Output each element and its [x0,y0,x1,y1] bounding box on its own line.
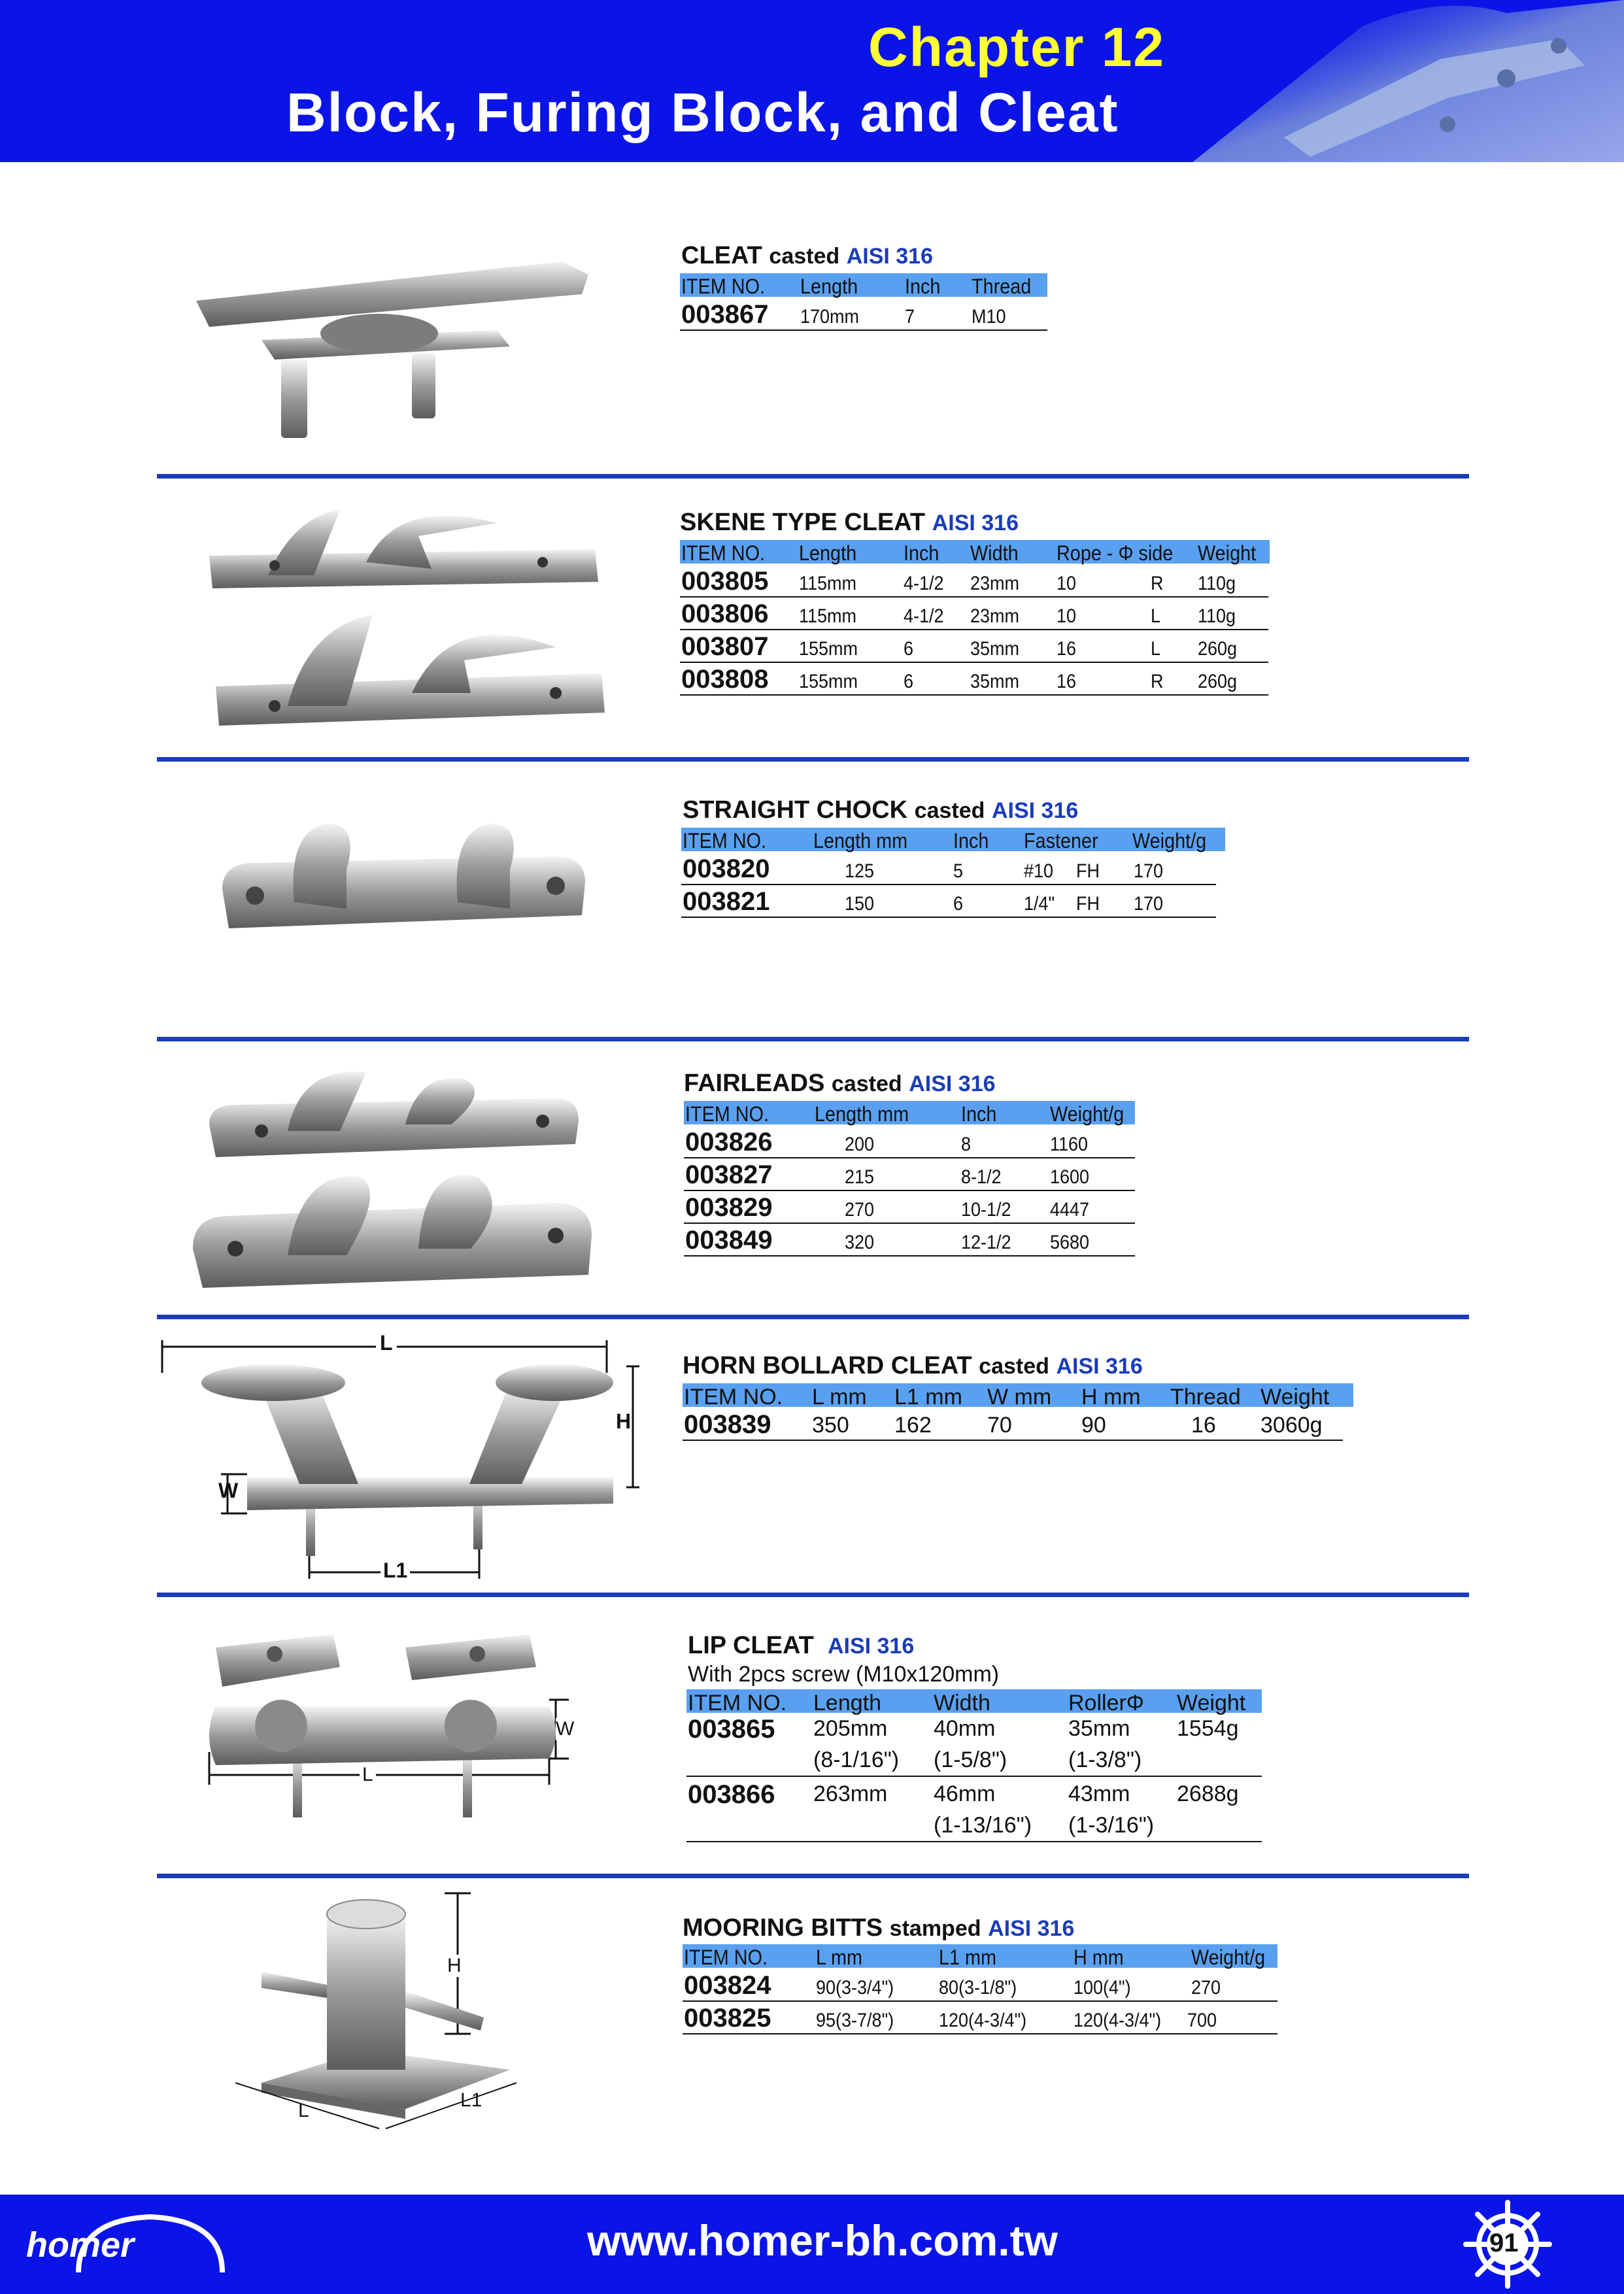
table-row: 003821 150 6 1/4" FH 170 [681,884,1216,918]
skene-cleat-image [203,497,608,739]
dim-label: W [556,1718,575,1740]
table-header: ITEM NO. Length mm Inch Fastener Weight/g [681,828,1225,851]
table-row: 003829 270 10-1/2 4447 [684,1190,1135,1224]
skene-title: SKENE TYPE CLEAT AISI 316 [680,509,1019,536]
dim-label: H [447,1955,462,1976]
table-row: 003866 263mm 46mm (1-13/16") 43mm (1-3/16") 2688g [686,1777,1262,1842]
section-divider [157,1037,1469,1041]
cleat-title: CLEAT casted AISI 316 [681,242,934,269]
lip-note: With 2pcs screw (M10x120mm) [688,1662,1000,1687]
bitts-title: MOORING BITTS stamped AISI 316 [683,1914,1075,1942]
table-row: 003867 170mm 7 M10 [680,297,1047,331]
straight-chock-image [216,817,588,954]
fairleads-title: FAIRLEADS casted AISI 316 [684,1070,996,1097]
table-header: ITEM NO. Length Inch Width Rope - Φ side Weight [680,540,1270,564]
fairleads-image [190,1059,595,1294]
lip-cleat-image [196,1628,588,1830]
page-number: 91 [1489,2229,1519,2257]
chapter-title: Block, Furing Block, and Cleat [286,82,1119,143]
section-divider [157,1315,1469,1319]
table-header: ITEM NO. L mm L1 mm H mm Weight/g [683,1944,1277,1968]
section-divider [157,1593,1469,1597]
section-divider [157,474,1469,479]
lip-title: LIP CLEAT AISI 316 [688,1632,915,1659]
chapter-number: Chapter 12 [868,16,1166,78]
hardware-illustration [1166,0,1624,162]
table-row: 003827 215 8-1/2 1600 [684,1157,1135,1191]
table-row: 003849 320 12-1/2 5680 [684,1223,1135,1257]
table-row: 003865 205mm (8-1/16") 40mm (1-5/8") 35mm (1-3/8") 1554g [686,1713,1262,1777]
dim-label: L1 [381,1559,410,1583]
dim-label: W [218,1479,239,1502]
section-divider [157,1874,1469,1878]
table-header: ITEM NO. Length Width RollerΦ Weight [686,1689,1262,1713]
dim-label: H [616,1409,632,1433]
dim-label: L [376,1331,397,1355]
page-header [0,0,1624,162]
table-row: 003839 350 162 70 90 16 3060g [683,1407,1343,1441]
table-row: 003824 90(3-3/4") 80(3-1/8") 100(4") 270 [683,1968,1277,2002]
cleat-image [190,248,595,445]
chock-title: STRAIGHT CHOCK casted AISI 316 [683,796,1079,824]
dim-label: L [298,2100,309,2121]
table-header: ITEM NO. L mm L1 mm W mm H mm Thread Weight [683,1383,1353,1407]
table-row: 003825 95(3-7/8") 120(4-3/4") 120(4-3/4") 700 [683,2000,1277,2034]
table-row: 003807 155mm 6 35mm 16 L 260g [680,629,1268,663]
horn-bollard-image [156,1321,652,1589]
dim-label: L [360,1764,376,1786]
horn-title: HORN BOLLARD CLEAT casted AISI 316 [683,1352,1143,1379]
mooring-bitts-image [222,1887,536,2148]
table-row: 003808 155mm 6 35mm 16 R 260g [680,662,1268,696]
table-row: 003826 200 8 1160 [684,1124,1135,1158]
section-divider [157,757,1469,762]
dim-label: L1 [460,2089,482,2111]
table-header: ITEM NO. Length Inch Thread [680,273,1047,297]
website-url[interactable]: www.homer-bh.com.tw [587,2216,1058,2265]
table-header: ITEM NO. Length mm Inch Weight/g [684,1101,1135,1124]
table-row: 003820 125 5 #10 FH 170 [681,851,1216,885]
logo-text: homer [26,2225,135,2265]
table-row: 003805 115mm 4-1/2 23mm 10 R 110g [680,564,1268,598]
page-footer [0,2195,1624,2294]
table-row: 003806 115mm 4-1/2 23mm 10 L 110g [680,596,1268,630]
